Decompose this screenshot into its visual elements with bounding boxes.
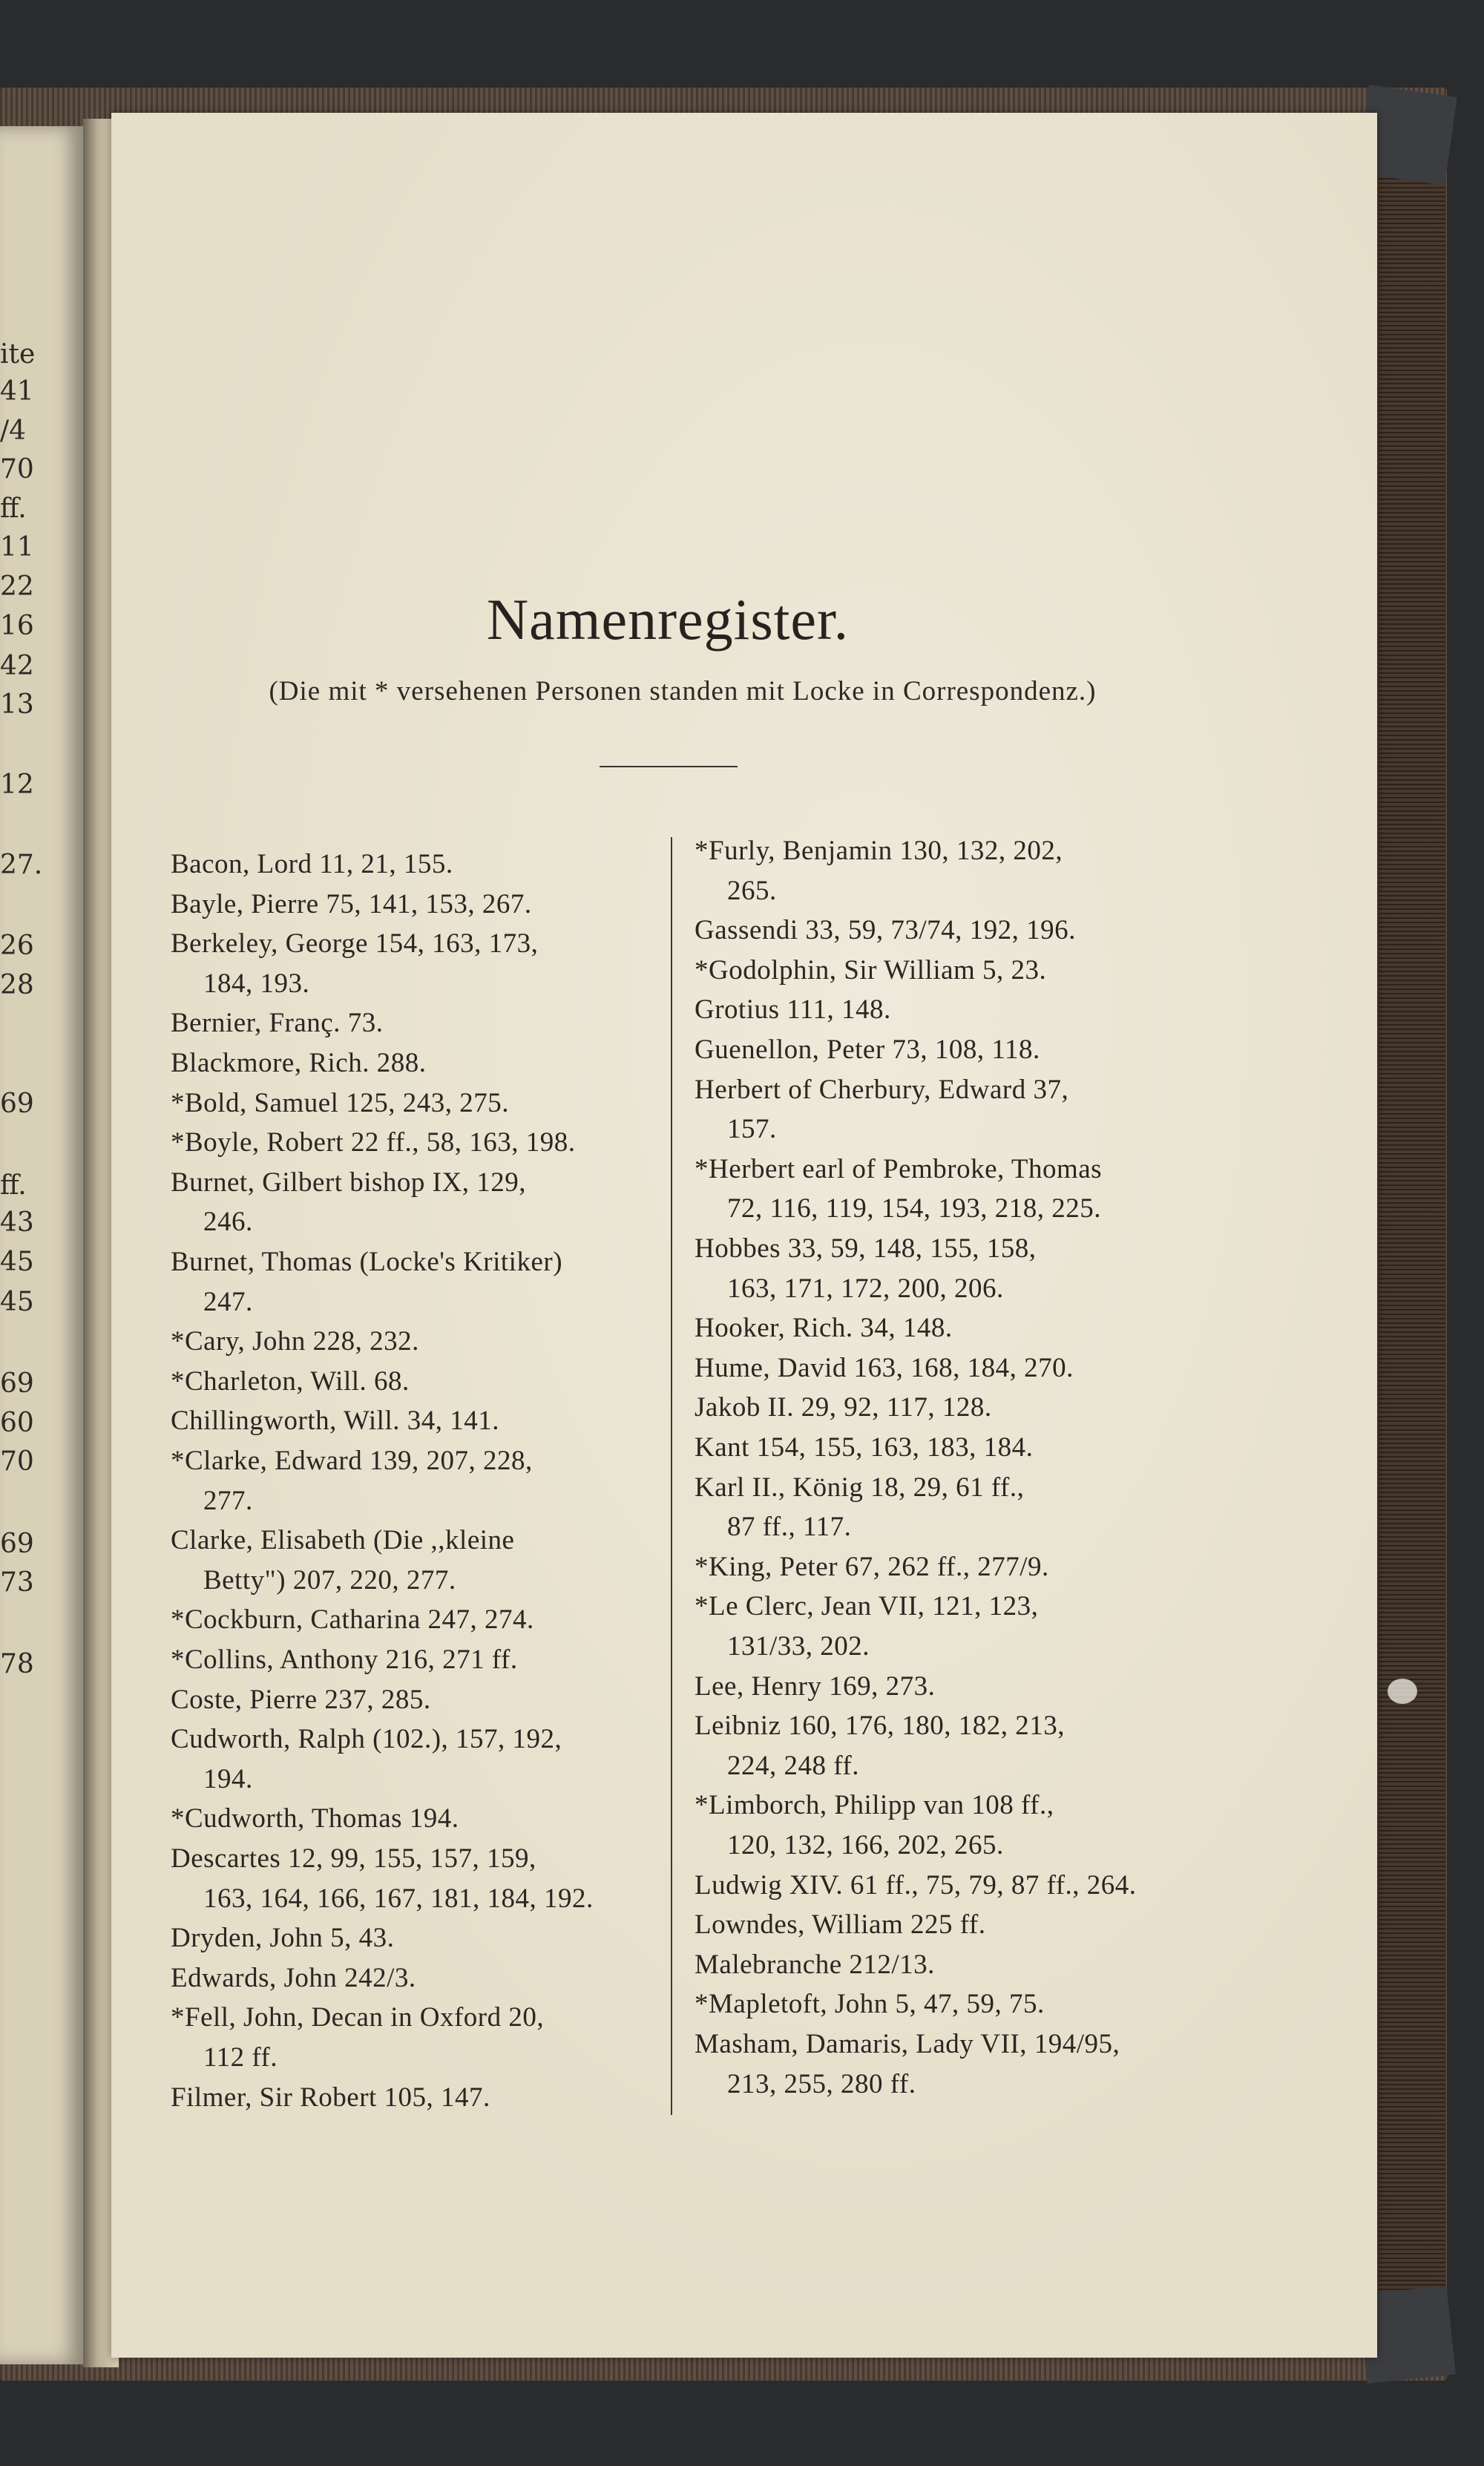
facing-page-fragment: 45 <box>0 1287 34 1317</box>
facing-page-fragment: 13 <box>0 689 34 720</box>
column-divider <box>671 837 672 2115</box>
index-entry: Chillingworth, Will. 34, 141. <box>171 1406 499 1437</box>
index-entry: *Limborch, Philipp van 108 ff., <box>695 1790 1054 1821</box>
facing-page-fragment: 26 <box>0 931 34 961</box>
facing-page-fragment: 69 <box>0 1089 34 1119</box>
facing-page-fragment: 78 <box>0 1649 34 1679</box>
index-entry: *Clarke, Edward 139, 207, 228, <box>171 1446 533 1476</box>
facing-page-fragment: 69 <box>0 1368 34 1399</box>
index-entry-continuation: 163, 171, 172, 200, 206. <box>727 1273 1004 1304</box>
index-entry: Grotius 111, 148. <box>695 994 891 1026</box>
facing-page-fragment: 60 <box>0 1408 34 1438</box>
index-entry: Clarke, Elisabeth (Die ,,kleine <box>171 1525 515 1556</box>
index-entry: Coste, Pierre 237, 285. <box>171 1684 431 1715</box>
index-entry: Guenellon, Peter 73, 108, 118. <box>695 1034 1040 1065</box>
index-entry: *Cary, John 228, 232. <box>171 1326 419 1357</box>
index-entry-continuation: 184, 193. <box>203 968 310 999</box>
index-entry: Jakob II. 29, 92, 117, 128. <box>695 1392 992 1423</box>
index-entry-continuation: 120, 132, 166, 202, 265. <box>727 1830 1004 1860</box>
index-entry-continuation: Betty") 207, 220, 277. <box>203 1564 456 1596</box>
index-entry: *Herbert earl of Pembroke, Thomas <box>695 1153 1103 1184</box>
index-entry: Malebranche 212/13. <box>695 1949 935 1980</box>
index-entry: Hobbes 33, 59, 148, 155, 158, <box>695 1233 1037 1264</box>
index-entry: Hooker, Rich. 34, 148. <box>695 1313 953 1344</box>
index-entry-continuation: 277. <box>203 1485 253 1516</box>
index-entry-continuation: 194. <box>203 1763 253 1794</box>
index-entry: *Mapletoft, John 5, 47, 59, 75. <box>695 1989 1045 2020</box>
facing-page-fragment: 16 <box>0 611 34 641</box>
facing-page-fragment: 45 <box>0 1247 34 1277</box>
facing-page-fragment: ff. <box>0 493 27 524</box>
index-entry: *Cockburn, Catharina 247, 274. <box>171 1604 534 1636</box>
facing-page-fragment: 22 <box>0 571 34 602</box>
title-rule <box>600 766 738 767</box>
index-entry-continuation: 157. <box>727 1114 777 1145</box>
facing-page-fragment: ite <box>0 339 36 370</box>
index-entry: Hume, David 163, 168, 184, 270. <box>695 1352 1074 1383</box>
index-entry: *Boyle, Robert 22 ff., 58, 163, 198. <box>171 1127 576 1158</box>
index-entry: Bayle, Pierre 75, 141, 153, 267. <box>171 888 532 919</box>
index-entry: Leibniz 160, 176, 180, 182, 213, <box>695 1711 1066 1742</box>
facing-page-fragment: 43 <box>0 1207 34 1238</box>
facing-page-fragment: /4 <box>0 416 27 446</box>
index-entry-continuation: 131/33, 202. <box>727 1631 870 1662</box>
index-entry: *Collins, Anthony 216, 271 ff. <box>171 1644 518 1675</box>
facing-page-fragment: 27. <box>0 850 43 880</box>
facing-page-fragment: 42 <box>0 651 34 681</box>
index-entry-continuation: 224, 248 ff. <box>727 1750 859 1781</box>
index-entry: *Charleton, Will. 68. <box>171 1365 410 1397</box>
facing-page-fragment: 70 <box>0 454 34 485</box>
index-entry: *Le Clerc, Jean VII, 121, 123, <box>695 1591 1039 1622</box>
index-entry: Herbert of Cherbury, Edward 37, <box>695 1074 1069 1105</box>
facing-page-fragment: 73 <box>0 1567 34 1598</box>
index-entry: Cudworth, Ralph (102.), 157, 192, <box>171 1724 562 1755</box>
index-entry: Lee, Henry 169, 273. <box>695 1670 936 1702</box>
index-entry: Burnet, Thomas (Locke's Kritiker) <box>171 1247 563 1277</box>
index-entry: *Bold, Samuel 125, 243, 275. <box>171 1087 509 1118</box>
index-entry: Bernier, Franç. 73. <box>171 1008 384 1039</box>
index-entry: Ludwig XIV. 61 ff., 75, 79, 87 ff., 264. <box>695 1869 1137 1901</box>
index-entry: Edwards, John 242/3. <box>171 1962 416 1993</box>
cover-spine-edge <box>1379 111 1445 2352</box>
index-entry: Filmer, Sir Robert 105, 147. <box>171 2082 490 2113</box>
index-entry: Dryden, John 5, 43. <box>171 1923 395 1954</box>
facing-page-fragment: 69 <box>0 1529 34 1559</box>
index-entry-continuation: 112 ff. <box>203 2042 278 2073</box>
index-entry: Descartes 12, 99, 155, 157, 159, <box>171 1843 536 1874</box>
index-entry-continuation: 163, 164, 166, 167, 181, 184, 192. <box>203 1883 594 1914</box>
facing-page-fragment: ff. <box>0 1170 27 1201</box>
index-entry: Gassendi 33, 59, 73/74, 192, 196. <box>695 915 1076 946</box>
facing-page-fragment: 28 <box>0 970 34 1000</box>
index-entry-continuation: 265. <box>727 875 777 906</box>
index-entry: Berkeley, George 154, 163, 173, <box>171 928 539 960</box>
facing-page-fragment: 12 <box>0 770 34 800</box>
index-entry: Burnet, Gilbert bishop IX, 129, <box>171 1167 526 1198</box>
index-entry: Kant 154, 155, 163, 183, 184. <box>695 1432 1034 1463</box>
left-page-edge <box>0 126 83 2364</box>
index-entry: Karl II., König 18, 29, 61 ff., <box>695 1472 1025 1503</box>
facing-page-fragment: 11 <box>0 532 34 563</box>
facing-page-fragment: 41 <box>0 376 34 407</box>
index-entry-continuation: 72, 116, 119, 154, 193, 218, 225. <box>727 1193 1102 1224</box>
index-entry-continuation: 246. <box>203 1207 253 1238</box>
index-entry-continuation: 247. <box>203 1286 253 1317</box>
paper-spot <box>1388 1679 1417 1704</box>
index-entry: *Fell, John, Decan in Oxford 20, <box>171 2002 545 2033</box>
index-entry: Bacon, Lord 11, 21, 155. <box>171 849 453 879</box>
facing-page-fragment: 70 <box>0 1446 34 1477</box>
index-entry: Masham, Damaris, Lady VII, 194/95, <box>695 2029 1120 2059</box>
index-entry: Lowndes, William 225 ff. <box>695 1909 986 1941</box>
index-entry-continuation: 213, 255, 280 ff. <box>727 2068 916 2099</box>
page-subtitle: (Die mit * versehenen Personen standen mit Locke in Correspondenz.) <box>269 676 1097 706</box>
index-entry: Blackmore, Rich. 288. <box>171 1048 427 1078</box>
index-entry: *King, Peter 67, 262 ff., 277/9. <box>695 1551 1049 1582</box>
index-entry: *Cudworth, Thomas 194. <box>171 1803 459 1834</box>
index-entry: *Furly, Benjamin 130, 132, 202, <box>695 836 1063 866</box>
index-entry: *Godolphin, Sir William 5, 23. <box>695 954 1047 986</box>
page-title: Namenregister. <box>486 587 850 652</box>
index-entry-continuation: 87 ff., 117. <box>727 1512 852 1543</box>
